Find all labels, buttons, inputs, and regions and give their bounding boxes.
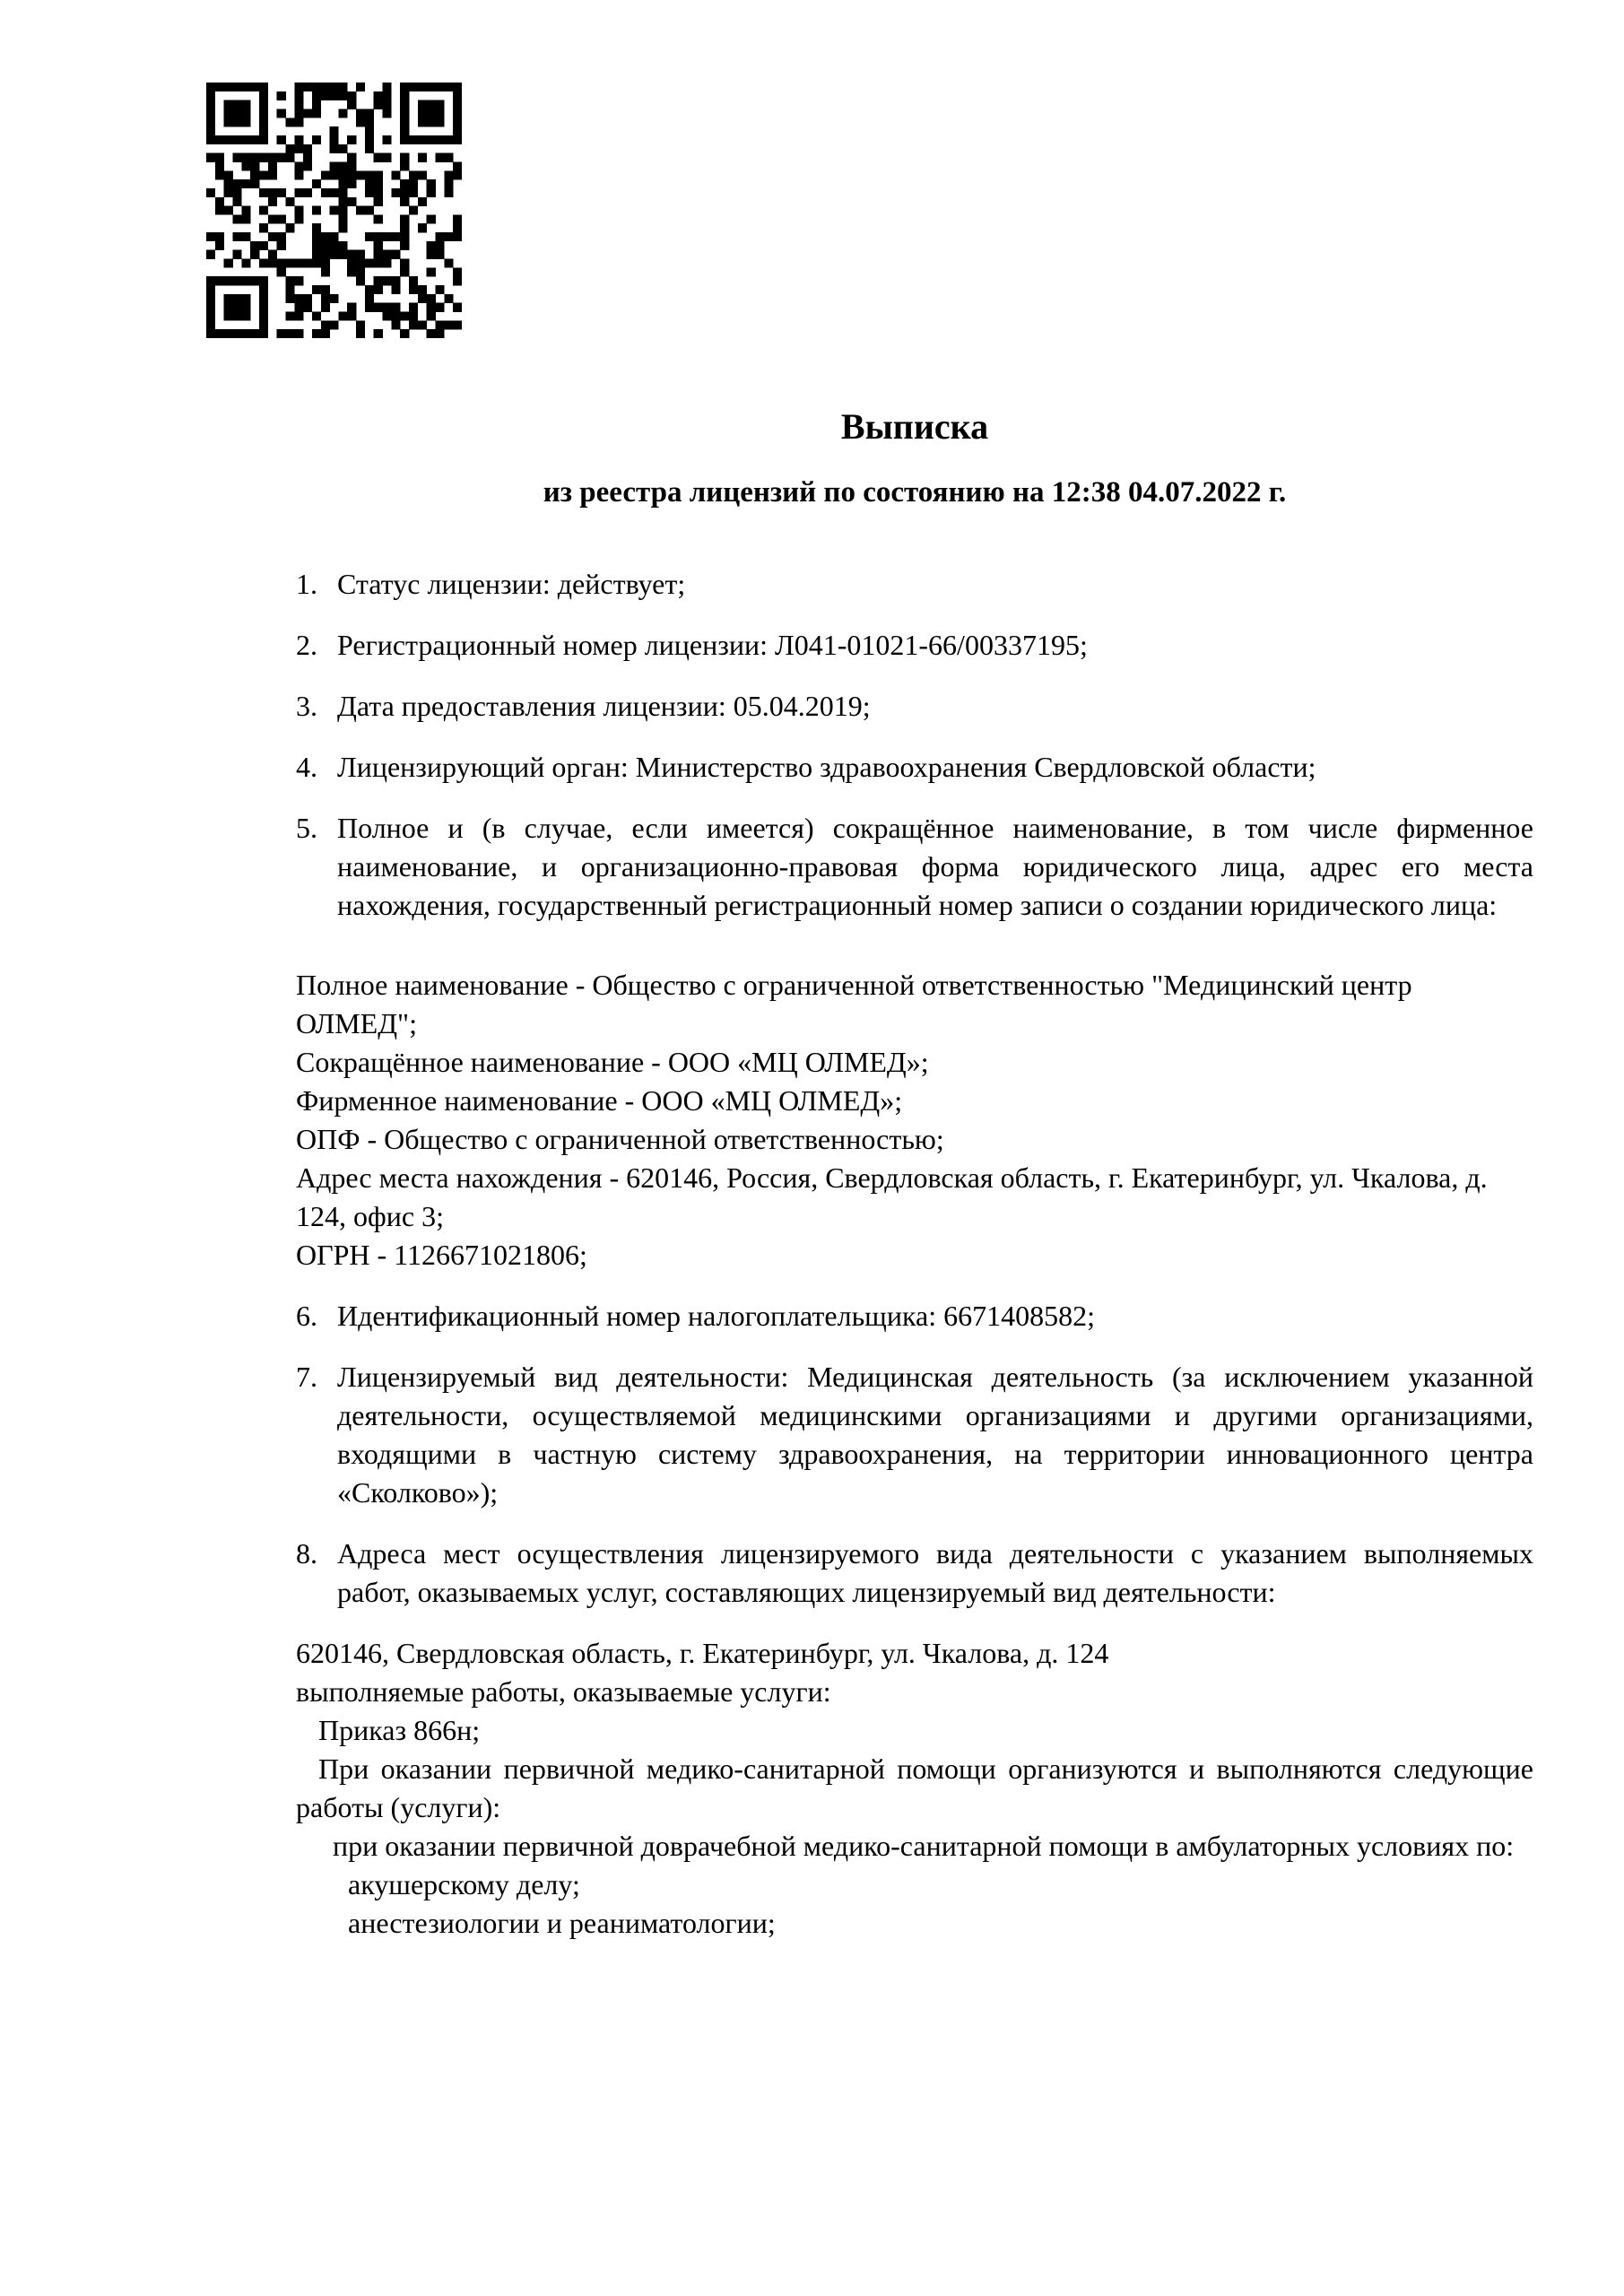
item-number: 7.: [296, 1361, 317, 1393]
item-text: Адреса мест осуществления лицензируемого вида деятельности с указанием выполняемых работ, оказываемых услуг, составляющих лицензируемый вид деятельности:: [337, 1537, 1533, 1608]
works-anesthesiology-line: анестезиологии и реаниматологии;: [348, 1907, 776, 1939]
item-number: 1.: [296, 568, 317, 600]
works-block: [296, 1634, 1533, 1943]
item-licensing-authority: [296, 748, 1533, 787]
org-brand-name: Фирменное наименование - ООО «МЦ ОЛМЕД»;: [296, 1084, 903, 1117]
works-primary-care-line: При оказании первичной медико-санитарной помощи организуются и выполняются следующие работы (услуги):: [296, 1752, 1533, 1823]
item-number: 6.: [296, 1300, 317, 1332]
organization-block: [296, 966, 1533, 1274]
item-org-name-heading: [296, 809, 1533, 925]
works-order-line: Приказ 866н;: [318, 1714, 481, 1746]
works-obstetrics-line: акушерскому делу;: [348, 1868, 580, 1900]
item-grant-date: [296, 687, 1533, 726]
org-legal-form: ОПФ - Общество с ограниченной ответственностью;: [296, 1123, 944, 1155]
org-ogrn: ОГРН - 1126671021806;: [296, 1239, 587, 1271]
item-taxpayer-number: [296, 1297, 1533, 1335]
item-number: 3.: [296, 690, 317, 722]
document-title: Выписка: [840, 406, 989, 447]
item-number: 8.: [296, 1537, 317, 1570]
item-text: Идентификационный номер налогоплательщика: 6671408582;: [337, 1300, 1095, 1332]
item-text: Полное и (в случае, если имеется) сокращённое наименование, в том числе фирменное наименование, и организационно-правовая форма юридического лица, адрес его места нахождения, государственный регистрационный номер записи о создании юридического лица:: [337, 812, 1533, 921]
works-intro-line: выполняемые работы, оказываемые услуги:: [296, 1675, 831, 1708]
item-registration-number: [296, 626, 1533, 665]
item-number: 5.: [296, 812, 317, 844]
item-number: 2.: [296, 629, 317, 661]
works-pre-medical-care-line: при оказании первичной доврачебной медико-санитарной помощи в амбулаторных условиях по:: [333, 1830, 1515, 1862]
item-text: Лицензирующий орган: Министерство здравоохранения Свердловской области;: [337, 751, 1316, 783]
item-text: Статус лицензии: действует;: [337, 568, 686, 600]
works-address-line: 620146, Свердловская область, г. Екатеринбург, ул. Чкалова, д. 124: [296, 1637, 1109, 1669]
item-text: Регистрационный номер лицензии: Л041-01021-66/00337195;: [337, 629, 1088, 661]
item-licensed-activity: [296, 1358, 1533, 1512]
item-license-status: [296, 565, 1533, 604]
qr-code: [206, 83, 462, 338]
org-address: Адрес места нахождения - 620146, Россия, Свердловская область, г. Екатеринбург, ул. Чкалова, д. 124, офис 3;: [296, 1161, 1488, 1232]
item-text: Дата предоставления лицензии: 05.04.2019;: [337, 690, 871, 722]
item-number: 4.: [296, 751, 317, 783]
org-full-name: Полное наименование - Общество с ограниченной ответственностью "Медицинский центр ОЛМЕД";: [296, 969, 1412, 1039]
item-activity-addresses: [296, 1535, 1533, 1612]
item-text: Лицензируемый вид деятельности: Медицинская деятельность (за исключением указанной деятельности, осуществляемой медицинскими организациями и другими организациями, входящими в частную систему здравоохранения, на территории инновационного центра «Сколково»);: [337, 1361, 1533, 1509]
org-short-name: Сокращённое наименование - ООО «МЦ ОЛМЕД»;: [296, 1046, 929, 1078]
document-subtitle: из реестра лицензий по состоянию на 12:38 04.07.2022 г.: [543, 476, 1287, 509]
